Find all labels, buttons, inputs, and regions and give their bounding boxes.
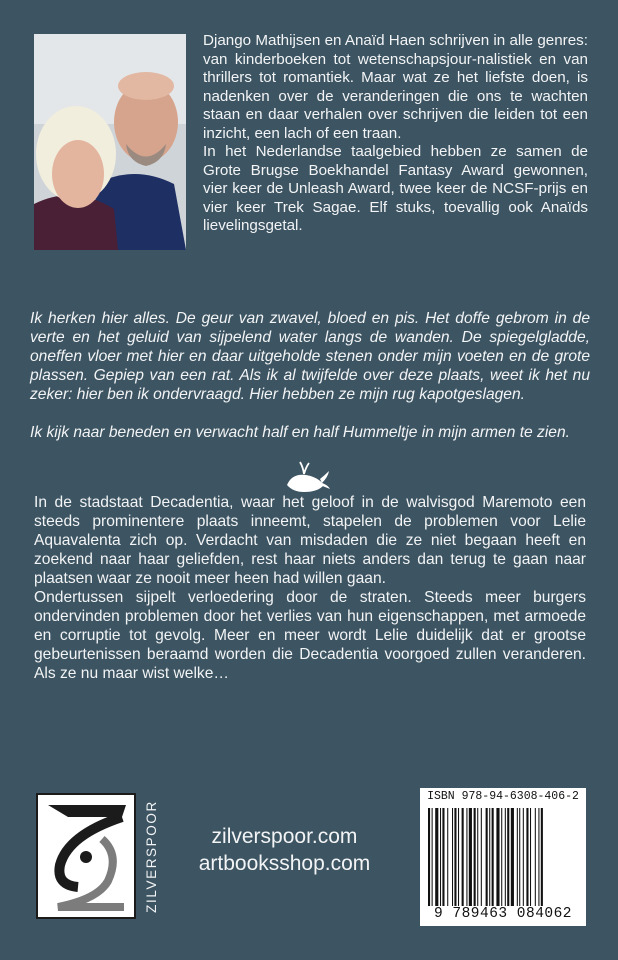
author-photo [34, 34, 186, 250]
barcode-bar [454, 808, 456, 906]
publisher-name: ZILVERSPOOR [143, 799, 159, 913]
blurb-paragraph: Ondertussen sijpelt verloedering door de straten. Steeds meer burgers ondervinden problemen door het verlies van hun eigenschappen, met armoede en corruptie tot gevolg. Meer en meer wordt Lelie duidelijk dat er grootse gebeurtenissen beraamd worden die Decadentia voorgoed zullen veranderen. Als ze nu maar wist welke… [34, 589, 586, 682]
barcode-bar [428, 808, 430, 906]
barcode-bar [526, 808, 528, 906]
barcode-bars [426, 808, 578, 906]
barcode-bar [505, 808, 506, 906]
barcode-bar [489, 808, 490, 906]
author-bio-paragraph: In het Nederlandse taalgebied hebben ze samen de Grote Brugse Boekhandel Fantasy Award gewonnen, vier keer de Unleash Award, twee keer de NCSF-prijs en vier keer Trek Sagae. Elf stuks, toevallig ook Anaïds lievelingsgetal. [203, 143, 588, 234]
barcode-bar [486, 808, 488, 906]
barcode-bar [496, 808, 499, 906]
website-zilverspoor: zilverspoor.com [211, 825, 358, 848]
isbn-digits: 9 789463 084062 [433, 906, 573, 922]
website-artbooksshop: artbooksshop.com [198, 852, 371, 875]
barcode-bar [440, 808, 441, 906]
barcode-bar [511, 808, 514, 906]
barcode-bar [452, 808, 453, 906]
barcode-bar [538, 808, 539, 906]
author-bio-paragraph: Django Mathijsen en Anaïd Haen schrijven in alle genres: van kinderboeken tot wetenschapsjour-nalistiek en van thrillers tot romantiek. Maar wat ze het liefste doen, is nadenken over de veranderingen die ons te wachten staan en daar verhalen over schrijven die leiden tot een inzicht, een lach of een traan. [203, 32, 588, 142]
isbn-label: ISBN 978-94-6308-406-2 [427, 790, 579, 803]
barcode-bar [481, 808, 482, 906]
barcode-bar [519, 808, 520, 906]
barcode-bar [535, 808, 536, 906]
barcode-bar [458, 808, 459, 906]
isbn-barcode [420, 788, 586, 926]
excerpt-paragraph: Ik kijk naar beneden en verwacht half en half Hummeltje in mijn armen te zien. [30, 424, 570, 441]
author-bio [203, 32, 588, 236]
excerpt [30, 309, 590, 442]
barcode-bar [469, 808, 472, 906]
blurb [34, 493, 586, 683]
barcode-bar [462, 808, 464, 906]
barcode-bar [435, 808, 438, 906]
barcode-bar [474, 808, 476, 906]
publisher-name-vertical [140, 790, 162, 922]
blurb-paragraph: In de stadstaat Decadentia, waar het geloof in de walvisgod Maremoto een steeds prominentere plaats inneemt, stapelen de problemen voor Lelie Aquavalenta zich op. Verdacht van misdaden die ze niet begaan heeft en zoekend naar haar geliefden, rest haar niets anders dan terug te gaan naar plaatsen waar ze nooit meer heen had willen gaan. [34, 494, 586, 587]
barcode-bar [477, 808, 478, 906]
barcode-bar [541, 808, 543, 906]
whale-icon [284, 459, 330, 495]
barcode-bar [466, 808, 467, 906]
barcode-bar [492, 808, 494, 906]
barcode-bar [442, 808, 444, 906]
barcode-bar [447, 808, 448, 906]
barcode-bar [523, 808, 524, 906]
barcode-bar [432, 808, 433, 906]
zs-monogram-logo [36, 793, 136, 919]
barcode-bar [501, 808, 502, 906]
barcode-bar [530, 808, 531, 906]
excerpt-paragraph: Ik herken hier alles. De geur van zwavel, bloed en pis. Het doffe gebrom in de verte en het geluid van sijpelend water langs de wanden. De spiegelgladde, oneffen vloer met hier en daar uitgeholde stenen onder mijn voeten en de grote plassen. Gepiep van een rat. Als ik al twijfelde over deze plaats, weet ik het nu zeker: hier ben ik ondervraagd. Hier hebben ze mijn rug kapotgeslagen. [30, 310, 590, 403]
barcode-bar [507, 808, 509, 906]
barcode-bar [517, 808, 518, 906]
